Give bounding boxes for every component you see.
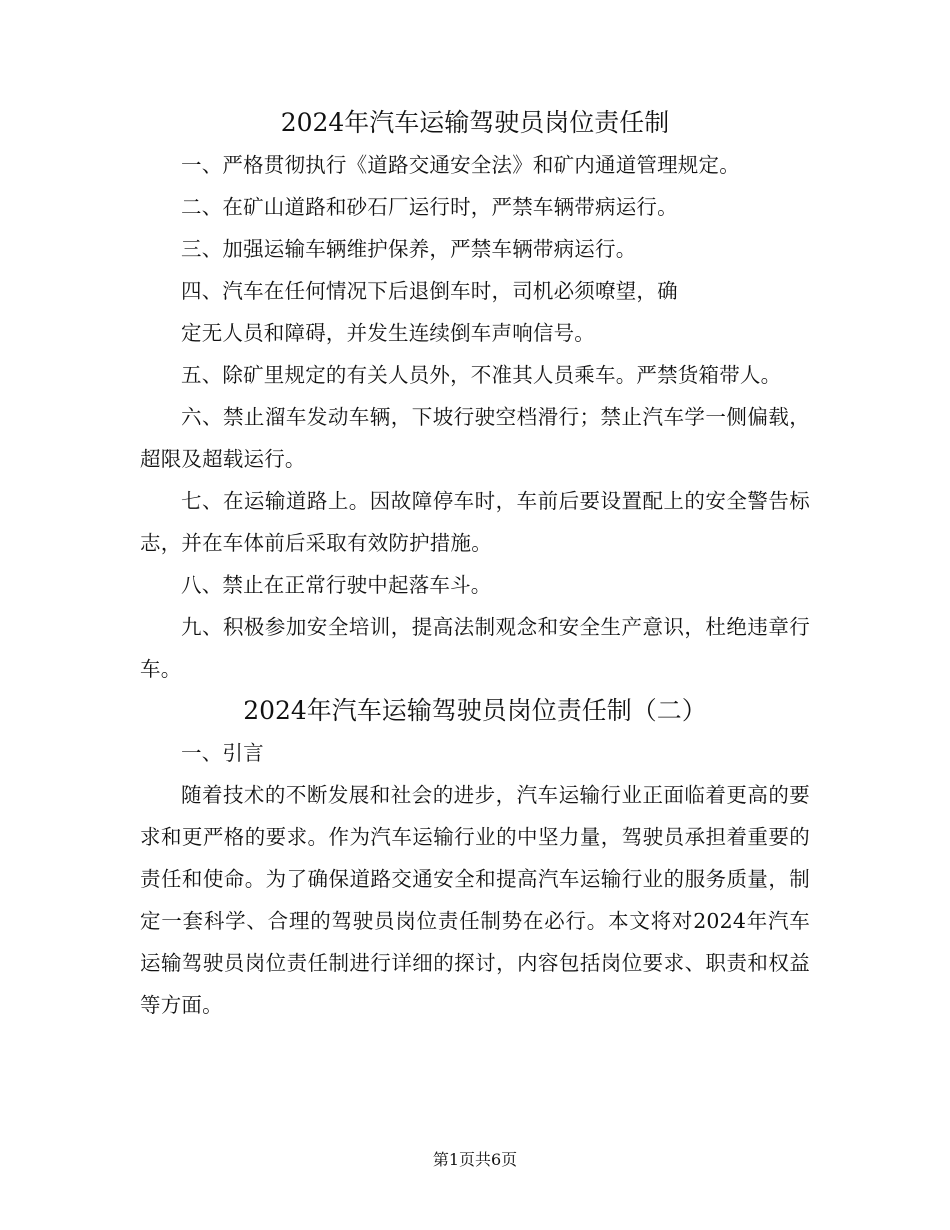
rule-item-2: 二、在矿山道路和砂石厂运行时，严禁车辆带病运行。 (181, 195, 678, 219)
document-title: 2024年汽车运输驾驶员岗位责任制 (280, 108, 670, 137)
rule-item-9: 九、积极参加安全培训，提高法制观念和安全生产意识，杜绝违章行车。 (140, 615, 810, 681)
document-body (140, 102, 810, 1026)
rule-item-5: 五、除矿里规定的有关人员外，不准其人员乘车。严禁货箱带人。 (181, 363, 782, 387)
section-title: 2024年汽车运输驾驶员岗位责任制（二） (243, 696, 707, 725)
page-footer: 第1页共6页 (432, 1150, 518, 1169)
rule-item-1: 一、严格贯彻执行《道路交通安全法》和矿内通道管理规定。 (181, 153, 740, 177)
rule-item-6: 六、禁止溜车发动车辆，下坡行驶空档滑行；禁止汽车学一侧偏载，超限及超载运行。 (140, 405, 810, 471)
rule-item-3: 三、加强运输车辆维护保养，严禁车辆带病运行。 (181, 237, 637, 261)
intro-paragraph: 随着技术的不断发展和社会的进步，汽车运输行业正面临着更高的要求和更严格的要求。作为汽车运输行业的中坚力量，驾驶员承担着重要的责任和使命。为了确保道路交通安全和提高汽车运输行业的服务质量，制定一套科学、合理的驾驶员岗位责任制势在必行。本文将对2024年汽车运输驾驶员岗位责任制进行详细的探讨，内容包括岗位要求、职责和权益等方面。 (140, 783, 810, 1017)
rule-item-4: 四、汽车在任何情况下后退倒车时，司机必须嘹望，确 (181, 279, 678, 303)
rule-item-4-continued: 定无人员和障碍，并发生连续倒车声响信号。 (181, 321, 595, 345)
rule-item-7: 七、在运输道路上。因故障停车时，车前后要设置配上的安全警告标志，并在车体前后采取有效防护措施。 (140, 489, 810, 555)
section-heading: 一、引言 (181, 741, 264, 765)
rule-item-8: 八、禁止在正常行驶中起落车斗。 (181, 573, 492, 597)
